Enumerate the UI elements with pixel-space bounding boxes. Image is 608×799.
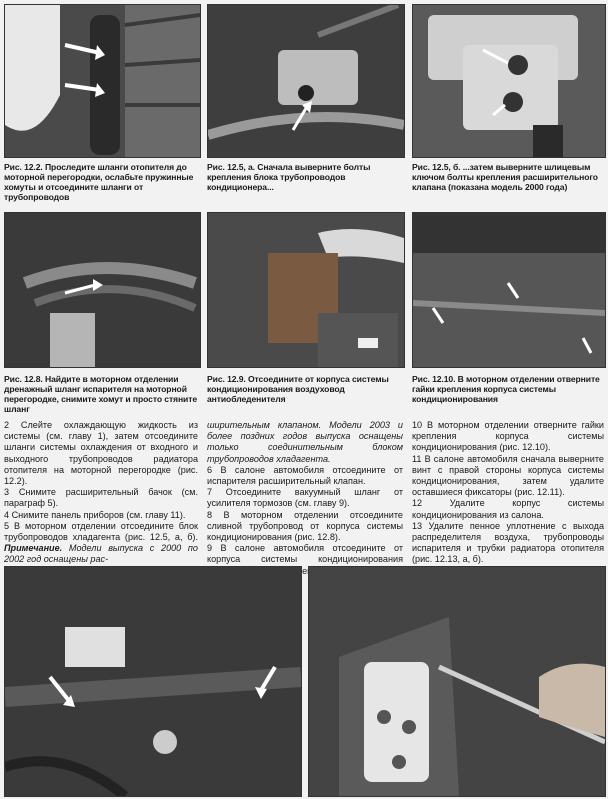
photo-ac-line-block	[207, 4, 405, 158]
photo-deicer-duct-image	[208, 213, 404, 367]
text-column-3	[412, 420, 604, 566]
step-10: 10 В моторном отделении отверните гайки крепления корпуса системы кондиционирования (рис. 12.10).	[412, 420, 604, 453]
step-7: 7 Отсоедините вакуумный шланг от усилителя тормозов (см. главу 9).	[207, 487, 403, 509]
photo-expansion-valve-image	[413, 5, 605, 157]
photo-heater-hoses-image	[5, 5, 200, 157]
photo-drain-hose	[4, 212, 201, 368]
photo-housing-screw-image	[5, 567, 301, 796]
caption-fig-12-8: Рис. 12.8. Найдите в моторном отделении дренажный шланг испарителя на моторной перегородке, снимите хомут и просто стяните шланг	[4, 374, 198, 414]
caption-fig-12-5a: Рис. 12.5, а. Сначала выверните болты крепления блока трубопроводов кондиционера...	[207, 162, 371, 192]
photo-expansion-valve	[412, 4, 606, 158]
photo-housing-screw	[4, 566, 302, 797]
step-4: 4 Снимите панель приборов (см. главу 11).	[4, 509, 186, 520]
photo-housing-nuts-image	[413, 213, 605, 367]
note-label: Примечание.	[4, 543, 63, 554]
caption-fig-12-10: Рис. 12.10. В моторном отделении отверните гайки крепления корпуса системы кондиционирования	[412, 374, 600, 404]
photo-ac-line-block-image	[208, 5, 404, 157]
step-12: 12 Удалите корпус системы кондиционирования из салона.	[412, 498, 604, 520]
step-5-text: 5 В моторном отделении отсоедините блок трубопроводов хладагента (рис. 12.5, а, б).	[4, 520, 198, 543]
step-2: 2 Слейте охлаждающую жидкость из системы (см. главу 1), затем отсоедините шланги системы охлаждения от входного и выходного трубопроводов радиатора отопителя на моторной перегородке (рис. 12.2).	[4, 420, 198, 487]
step-6: 6 В салоне автомобиля отсоедините от испарителя расширительный клапан.	[207, 464, 403, 487]
step-13: 13 Удалите пенное уплотнение с выхода распределителя воздуха, трубопроводы испарителя и трубки радиатора отопителя (рис. 12.13, а, б).	[412, 520, 604, 565]
photo-foam-seal-image	[309, 567, 605, 796]
photo-heater-hoses	[4, 4, 201, 158]
step-8: 8 В моторном отделении отсоедините сливной трубопровод от корпуса системы кондиционирования (рис. 12.8).	[207, 509, 403, 543]
step-5	[4, 521, 198, 566]
caption-fig-12-2: Рис. 12.2. Проследите шланги отопителя до моторной перегородки, ослабьте пружинные хомуты и отсоедините шланги от трубопроводов	[4, 162, 194, 202]
text-column-2	[207, 420, 403, 577]
caption-fig-12-9: Рис. 12.9. Отсоедините от корпуса системы кондиционирования воздуховод антиобледенителя	[207, 374, 389, 404]
note-continuation: ширительным клапаном. Модели 2003 и более поздних годов выпуска оснащены только соединительным блоком трубопроводов хладагента.	[207, 420, 403, 464]
step-9: 9 В салоне автомобиля отсоедините от корпуса системы кондиционирования	[207, 543, 403, 565]
step-11: 11 В салоне автомобиля сначала выверните винт с правой стороны корпуса системы кондиционирования, затем удалите оставшиеся фиксаторы (рис. 12.11).	[412, 453, 604, 498]
text-column-1	[4, 420, 198, 566]
photo-foam-seal	[308, 566, 606, 797]
photo-housing-nuts	[412, 212, 606, 368]
photo-deicer-duct	[207, 212, 405, 368]
note-text: Модели выпуска с 2000 по 2002 год оснащены рас-	[4, 543, 198, 565]
step-3: 3 Снимите расширительный бачок (см. параграф 5).	[4, 487, 198, 509]
caption-fig-12-5b: Рис. 12.5, б. ...затем выверните шлицевым ключом болты крепления расширительного клапана (показана модель 2000 года)	[412, 162, 598, 192]
photo-drain-hose-image	[5, 213, 200, 367]
